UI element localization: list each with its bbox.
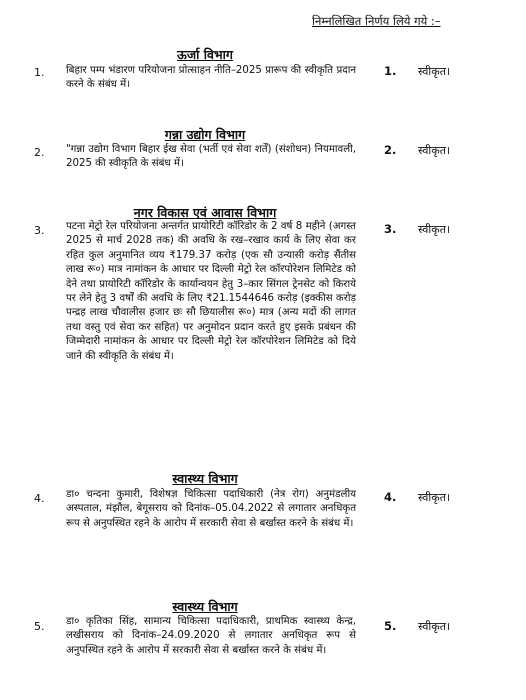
- decisions-heading: निम्नलिखित निर्णय लिये गये :–: [312, 14, 441, 28]
- decision-number: 5.: [384, 619, 397, 633]
- department-heading: ऊर्जा विभाग: [177, 47, 233, 62]
- decision-description: "गन्ना उद्योग विभाग बिहार ईख सेवा (भर्ती एवं सेवा शर्तें) (संशोधन) नियमावली, 2025 की स्वीकृति के संबंध में।: [66, 144, 356, 170]
- decision-status: स्वीकृत।: [418, 620, 451, 633]
- department-heading: स्वास्थ्य विभाग: [172, 471, 238, 486]
- department-heading: नगर विकास एवं आवास विभाग: [133, 205, 277, 220]
- serial-number: 5.: [34, 620, 45, 633]
- decision-description: पटना मेट्रो रेल परियोजना अन्तर्गत प्रायोरिटी कॉरिडोर के 2 वर्ष 8 महीने (अगस्त 2025 से मार्च 2028 तक) की अवधि के रख–रखाव कार्य के लिए सेवा कर रहित कुल अनुमानित व्यय ₹179.37 करोड़ (एक सौ उन्यासी करोड़ सैंतीस लाख रू०) मात्र नामांकन के आधार पर दिल्ली मेट्रो रेल कॉरपोरेशन लिमिटेड को देने तथा प्रायोरिटी कॉरिडोर के कार्यान्वयन हेतु 3–कार सिंगल ट्रेनसेट को किराये पर लेने हेतु 3 वर्षों की अवधि के लिए ₹21.1544646 करोड़ (इक्कीस करोड़ पन्द्रह लाख चौवालीस हजार छः सौ छियालीस रू०) मात्र (अन्य मदों की लागत तथा वस्तु एवं सेवा कर सहित) पर अनुमोदन प्रदान करते हुए इसके प्रबंधन की जिम्मेदारी नामांकन के आधार पर दिल्ली मेट्रो रेल कॉरपोरेशन लिमिटेड को दिये जाने की स्वीकृति के संबंध में।: [66, 221, 356, 362]
- decision-number: 4.: [384, 490, 397, 504]
- decision-status: स्वीकृत।: [418, 223, 451, 236]
- decision-number: 3.: [384, 222, 397, 236]
- decision-description: बिहार पम्प भंडारण परियोजना प्रोत्साहन नीति–2025 प्रारूप की स्वीकृति प्रदान करने के संबंध में।: [66, 65, 356, 91]
- serial-number: 2.: [34, 146, 45, 159]
- decision-number: 1.: [384, 64, 397, 78]
- decision-description: डा० कृतिका सिंह, सामान्य चिकित्सा पदाधिकारी, प्राथमिक स्वास्थ्य केन्द्र, लखीसराय को दिनांक–24.09.2020 से लगातार अनधिकृत रूप से अनुपस्थित रहने के आरोप में सरकारी सेवा से बर्खास्त करने के संबंध में।: [66, 616, 356, 656]
- decision-description: डा० चन्दना कुमारी, विशेषज्ञ चिकित्सा पदाधिकारी (नेत्र रोग) अनुमंडलीय अस्पताल, मंझौल, बेगूसराय को दिनांक–05.04.2022 से लगातार अनधिकृत रूप से अनुपस्थित रहने के आरोप में सरकारी सेवा से बर्खास्त करने के संबंध में।: [66, 489, 356, 529]
- decision-status: स्वीकृत।: [418, 65, 451, 78]
- decision-status: स्वीकृत।: [418, 491, 451, 504]
- department-heading: गन्ना उद्योग विभाग: [164, 127, 246, 142]
- department-heading: स्वास्थ्य विभाग: [172, 599, 238, 614]
- serial-number: 3.: [34, 224, 45, 237]
- decision-number: 2.: [384, 143, 397, 157]
- serial-number: 4.: [34, 492, 45, 505]
- decision-status: स्वीकृत।: [418, 144, 451, 157]
- serial-number: 1.: [34, 66, 45, 79]
